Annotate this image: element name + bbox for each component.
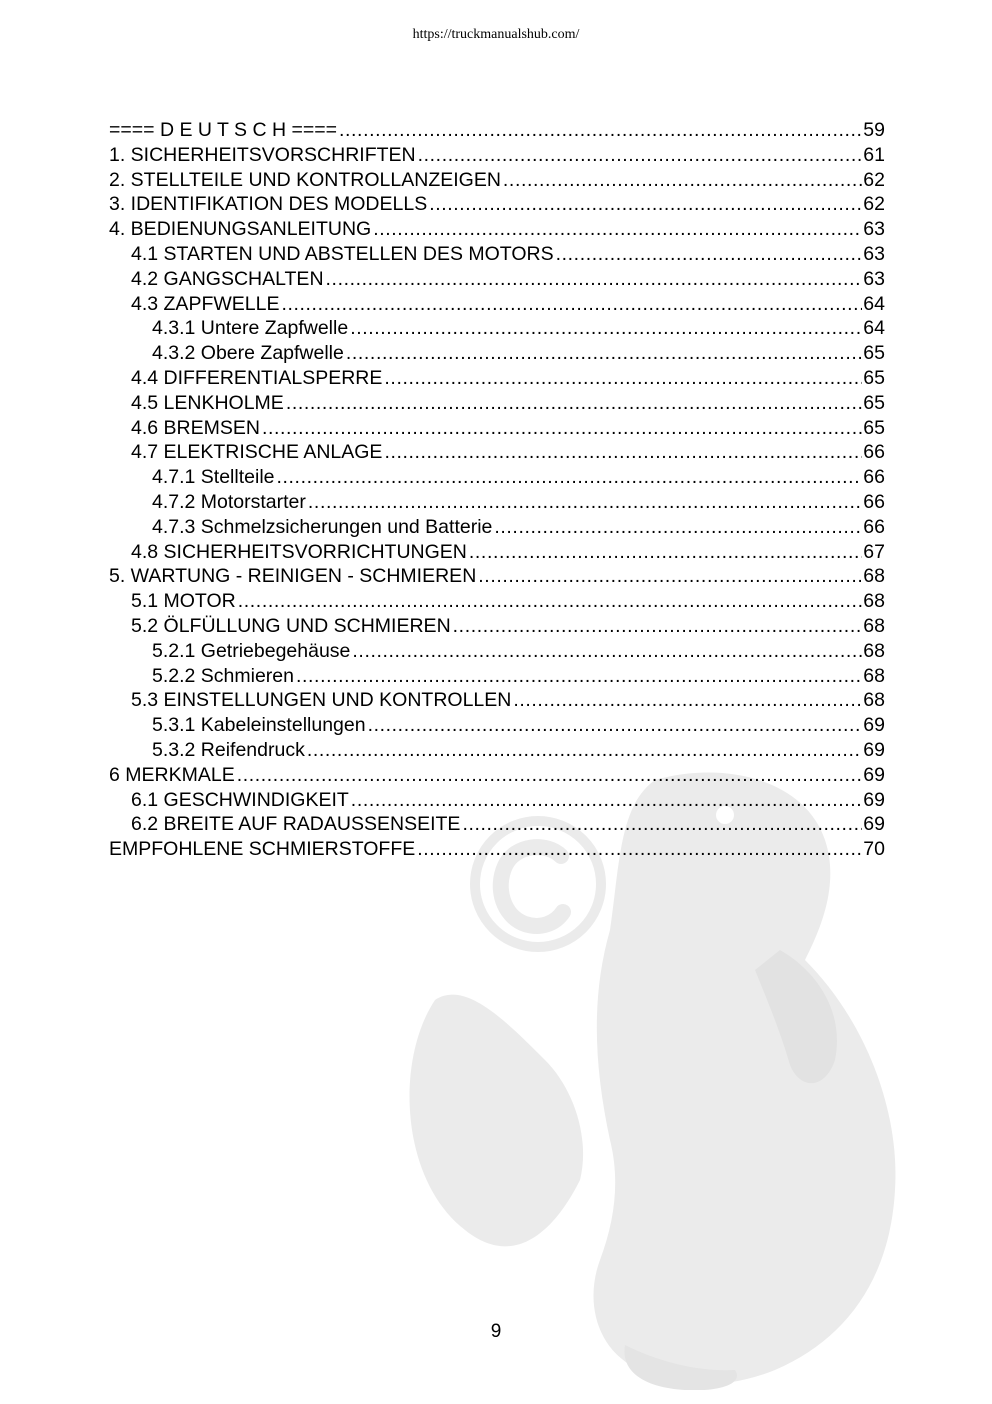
- toc-entry-title: 4.7.2 Motorstarter: [152, 490, 306, 513]
- toc-entry-title: 4.7.1 Stellteile: [152, 466, 275, 489]
- toc-dot-leader: [308, 490, 862, 515]
- toc-entry-page: 70: [863, 838, 885, 861]
- toc-entry[interactable]: [109, 763, 885, 788]
- toc-entry[interactable]: [109, 118, 885, 143]
- toc-entry[interactable]: [109, 515, 885, 540]
- toc-dot-leader: [453, 614, 863, 639]
- table-of-contents: [109, 118, 885, 862]
- toc-entry[interactable]: [109, 143, 885, 168]
- toc-entry-title: 4.3.1 Untere Zapfwelle: [152, 317, 349, 340]
- toc-entry[interactable]: [109, 292, 885, 317]
- toc-entry-title: 4. BEDIENUNGSANLEITUNG: [109, 218, 372, 241]
- toc-entry-page: 66: [863, 466, 885, 489]
- toc-dot-leader: [326, 267, 863, 292]
- toc-dot-leader: [339, 118, 862, 143]
- toc-dot-leader: [307, 738, 862, 763]
- toc-entry[interactable]: [109, 688, 885, 713]
- toc-entry[interactable]: [109, 391, 885, 416]
- toc-dot-leader: [352, 639, 862, 664]
- toc-dot-leader: [346, 341, 862, 366]
- toc-entry-title: 5.1 MOTOR: [131, 590, 236, 613]
- toc-entry-page: 63: [863, 218, 885, 241]
- toc-entry-page: 68: [863, 565, 885, 588]
- toc-dot-leader: [462, 812, 862, 837]
- toc-entry-page: 69: [863, 813, 885, 836]
- toc-dot-leader: [494, 515, 862, 540]
- toc-entry-page: 66: [863, 515, 885, 538]
- toc-entry-title: 4.3.2 Obere Zapfwelle: [152, 342, 344, 365]
- toc-entry-title: 4.7 ELEKTRISCHE ANLAGE: [131, 441, 383, 464]
- toc-dot-leader: [429, 192, 862, 217]
- toc-entry[interactable]: [109, 664, 885, 689]
- toc-entry-title: 6.2 BREITE AUF RADAUSSENSEITE: [131, 813, 461, 836]
- toc-entry-title: 4.3 ZAPFWELLE: [131, 292, 280, 315]
- toc-entry-page: 68: [863, 664, 885, 687]
- toc-entry-page: 68: [863, 614, 885, 637]
- toc-entry-page: 68: [863, 639, 885, 662]
- toc-entry[interactable]: [109, 168, 885, 193]
- toc-entry[interactable]: [109, 341, 885, 366]
- toc-entry[interactable]: [109, 242, 885, 267]
- toc-entry[interactable]: [109, 540, 885, 565]
- toc-entry-title: 5.2 ÖLFÜLLUNG UND SCHMIEREN: [131, 614, 451, 637]
- toc-entry-page: 62: [863, 168, 885, 191]
- toc-entry-title: 4.4 DIFFERENTIALSPERRE: [131, 366, 383, 389]
- toc-entry-page: 65: [863, 366, 885, 389]
- toc-entry-page: 66: [863, 441, 885, 464]
- toc-entry-title: 5.3.1 Kabeleinstellungen: [152, 714, 366, 737]
- toc-entry-page: 65: [863, 391, 885, 414]
- toc-entry[interactable]: [109, 738, 885, 763]
- toc-dot-leader: [384, 440, 862, 465]
- toc-entry[interactable]: [109, 788, 885, 813]
- header-url[interactable]: https://truckmanualshub.com/: [412, 27, 580, 42]
- toc-entry-page: 62: [863, 193, 885, 216]
- page-number: 9: [490, 1321, 502, 1342]
- toc-entry[interactable]: [109, 416, 885, 441]
- toc-dot-leader: [238, 589, 863, 614]
- toc-dot-leader: [286, 391, 862, 416]
- toc-entry-page: 68: [863, 590, 885, 613]
- toc-entry[interactable]: [109, 564, 885, 589]
- toc-entry-title: 1. SICHERHEITSVORSCHRIFTEN: [109, 143, 416, 166]
- toc-entry-title: 5.3 EINSTELLUNGEN UND KONTROLLEN: [131, 689, 512, 712]
- toc-entry[interactable]: [109, 217, 885, 242]
- toc-entry-title: 4.6 BREMSEN: [131, 416, 260, 439]
- toc-entry[interactable]: [109, 490, 885, 515]
- toc-entry-page: 63: [863, 242, 885, 265]
- toc-dot-leader: [417, 837, 862, 862]
- toc-entry-title: 4.8 SICHERHEITSVORRICHTUNGEN: [131, 540, 467, 563]
- toc-entry[interactable]: [109, 267, 885, 292]
- toc-entry[interactable]: [109, 812, 885, 837]
- toc-entry-page: 65: [863, 342, 885, 365]
- toc-entry-page: 69: [863, 738, 885, 761]
- toc-entry-page: 68: [863, 689, 885, 712]
- toc-entry-title: 4.5 LENKHOLME: [131, 391, 284, 414]
- toc-entry-page: 69: [863, 788, 885, 811]
- toc-entry-title: 4.7.3 Schmelzsicherungen und Batterie: [152, 515, 493, 538]
- toc-entry-page: 67: [863, 540, 885, 563]
- toc-dot-leader: [262, 416, 862, 441]
- toc-entry[interactable]: [109, 639, 885, 664]
- toc-entry[interactable]: [109, 192, 885, 217]
- toc-dot-leader: [277, 465, 863, 490]
- toc-dot-leader: [478, 564, 862, 589]
- toc-dot-leader: [418, 143, 863, 168]
- toc-entry[interactable]: [109, 614, 885, 639]
- toc-dot-leader: [368, 713, 863, 738]
- toc-dot-leader: [384, 366, 862, 391]
- toc-entry-page: 64: [863, 317, 885, 340]
- toc-dot-leader: [296, 664, 862, 689]
- toc-entry-page: 63: [863, 267, 885, 290]
- toc-entry-page: 66: [863, 490, 885, 513]
- toc-entry-title: 3. IDENTIFIKATION DES MODELLS: [109, 193, 428, 216]
- toc-dot-leader: [350, 316, 862, 341]
- toc-entry-page: 61: [863, 143, 885, 166]
- toc-dot-leader: [237, 763, 863, 788]
- toc-entry-title: ==== D E U T S C H ====: [109, 119, 337, 141]
- toc-dot-leader: [281, 292, 862, 317]
- toc-entry-title: 4.2 GANGSCHALTEN: [131, 267, 324, 290]
- toc-entry-title: 4.1 STARTEN UND ABSTELLEN DES MOTORS: [131, 242, 554, 265]
- toc-entry-title: 5. WARTUNG - REINIGEN - SCHMIEREN: [109, 565, 477, 588]
- toc-dot-leader: [469, 540, 862, 565]
- toc-entry-title: 5.2.2 Schmieren: [152, 664, 294, 687]
- toc-entry[interactable]: [109, 589, 885, 614]
- toc-entry[interactable]: [109, 316, 885, 341]
- toc-entry[interactable]: [109, 837, 885, 862]
- toc-entry-page: 64: [863, 292, 885, 315]
- toc-entry-title: 6.1 GESCHWINDIGKEIT: [131, 788, 349, 811]
- toc-entry-title: 5.3.2 Reifendruck: [152, 738, 305, 761]
- toc-entry-page: 69: [863, 714, 885, 737]
- toc-entry-page: 65: [863, 416, 885, 439]
- toc-dot-leader: [556, 242, 863, 267]
- toc-entry-title: 5.2.1 Getriebegehäuse: [152, 639, 351, 662]
- toc-entry[interactable]: [109, 366, 885, 391]
- toc-dot-leader: [373, 217, 862, 242]
- toc-entry-page: 69: [863, 763, 885, 786]
- toc-dot-leader: [351, 788, 863, 813]
- toc-entry[interactable]: [109, 440, 885, 465]
- toc-entry-title: 2. STELLTEILE UND KONTROLLANZEIGEN: [109, 168, 501, 191]
- toc-entry-page: 59: [863, 119, 885, 141]
- toc-entry-title: 6 MERKMALE: [109, 763, 235, 786]
- toc-entry[interactable]: [109, 465, 885, 490]
- toc-entry[interactable]: [109, 713, 885, 738]
- toc-entry-title: EMPFOHLENE SCHMIERSTOFFE: [109, 838, 416, 861]
- toc-dot-leader: [503, 168, 862, 193]
- toc-dot-leader: [513, 688, 862, 713]
